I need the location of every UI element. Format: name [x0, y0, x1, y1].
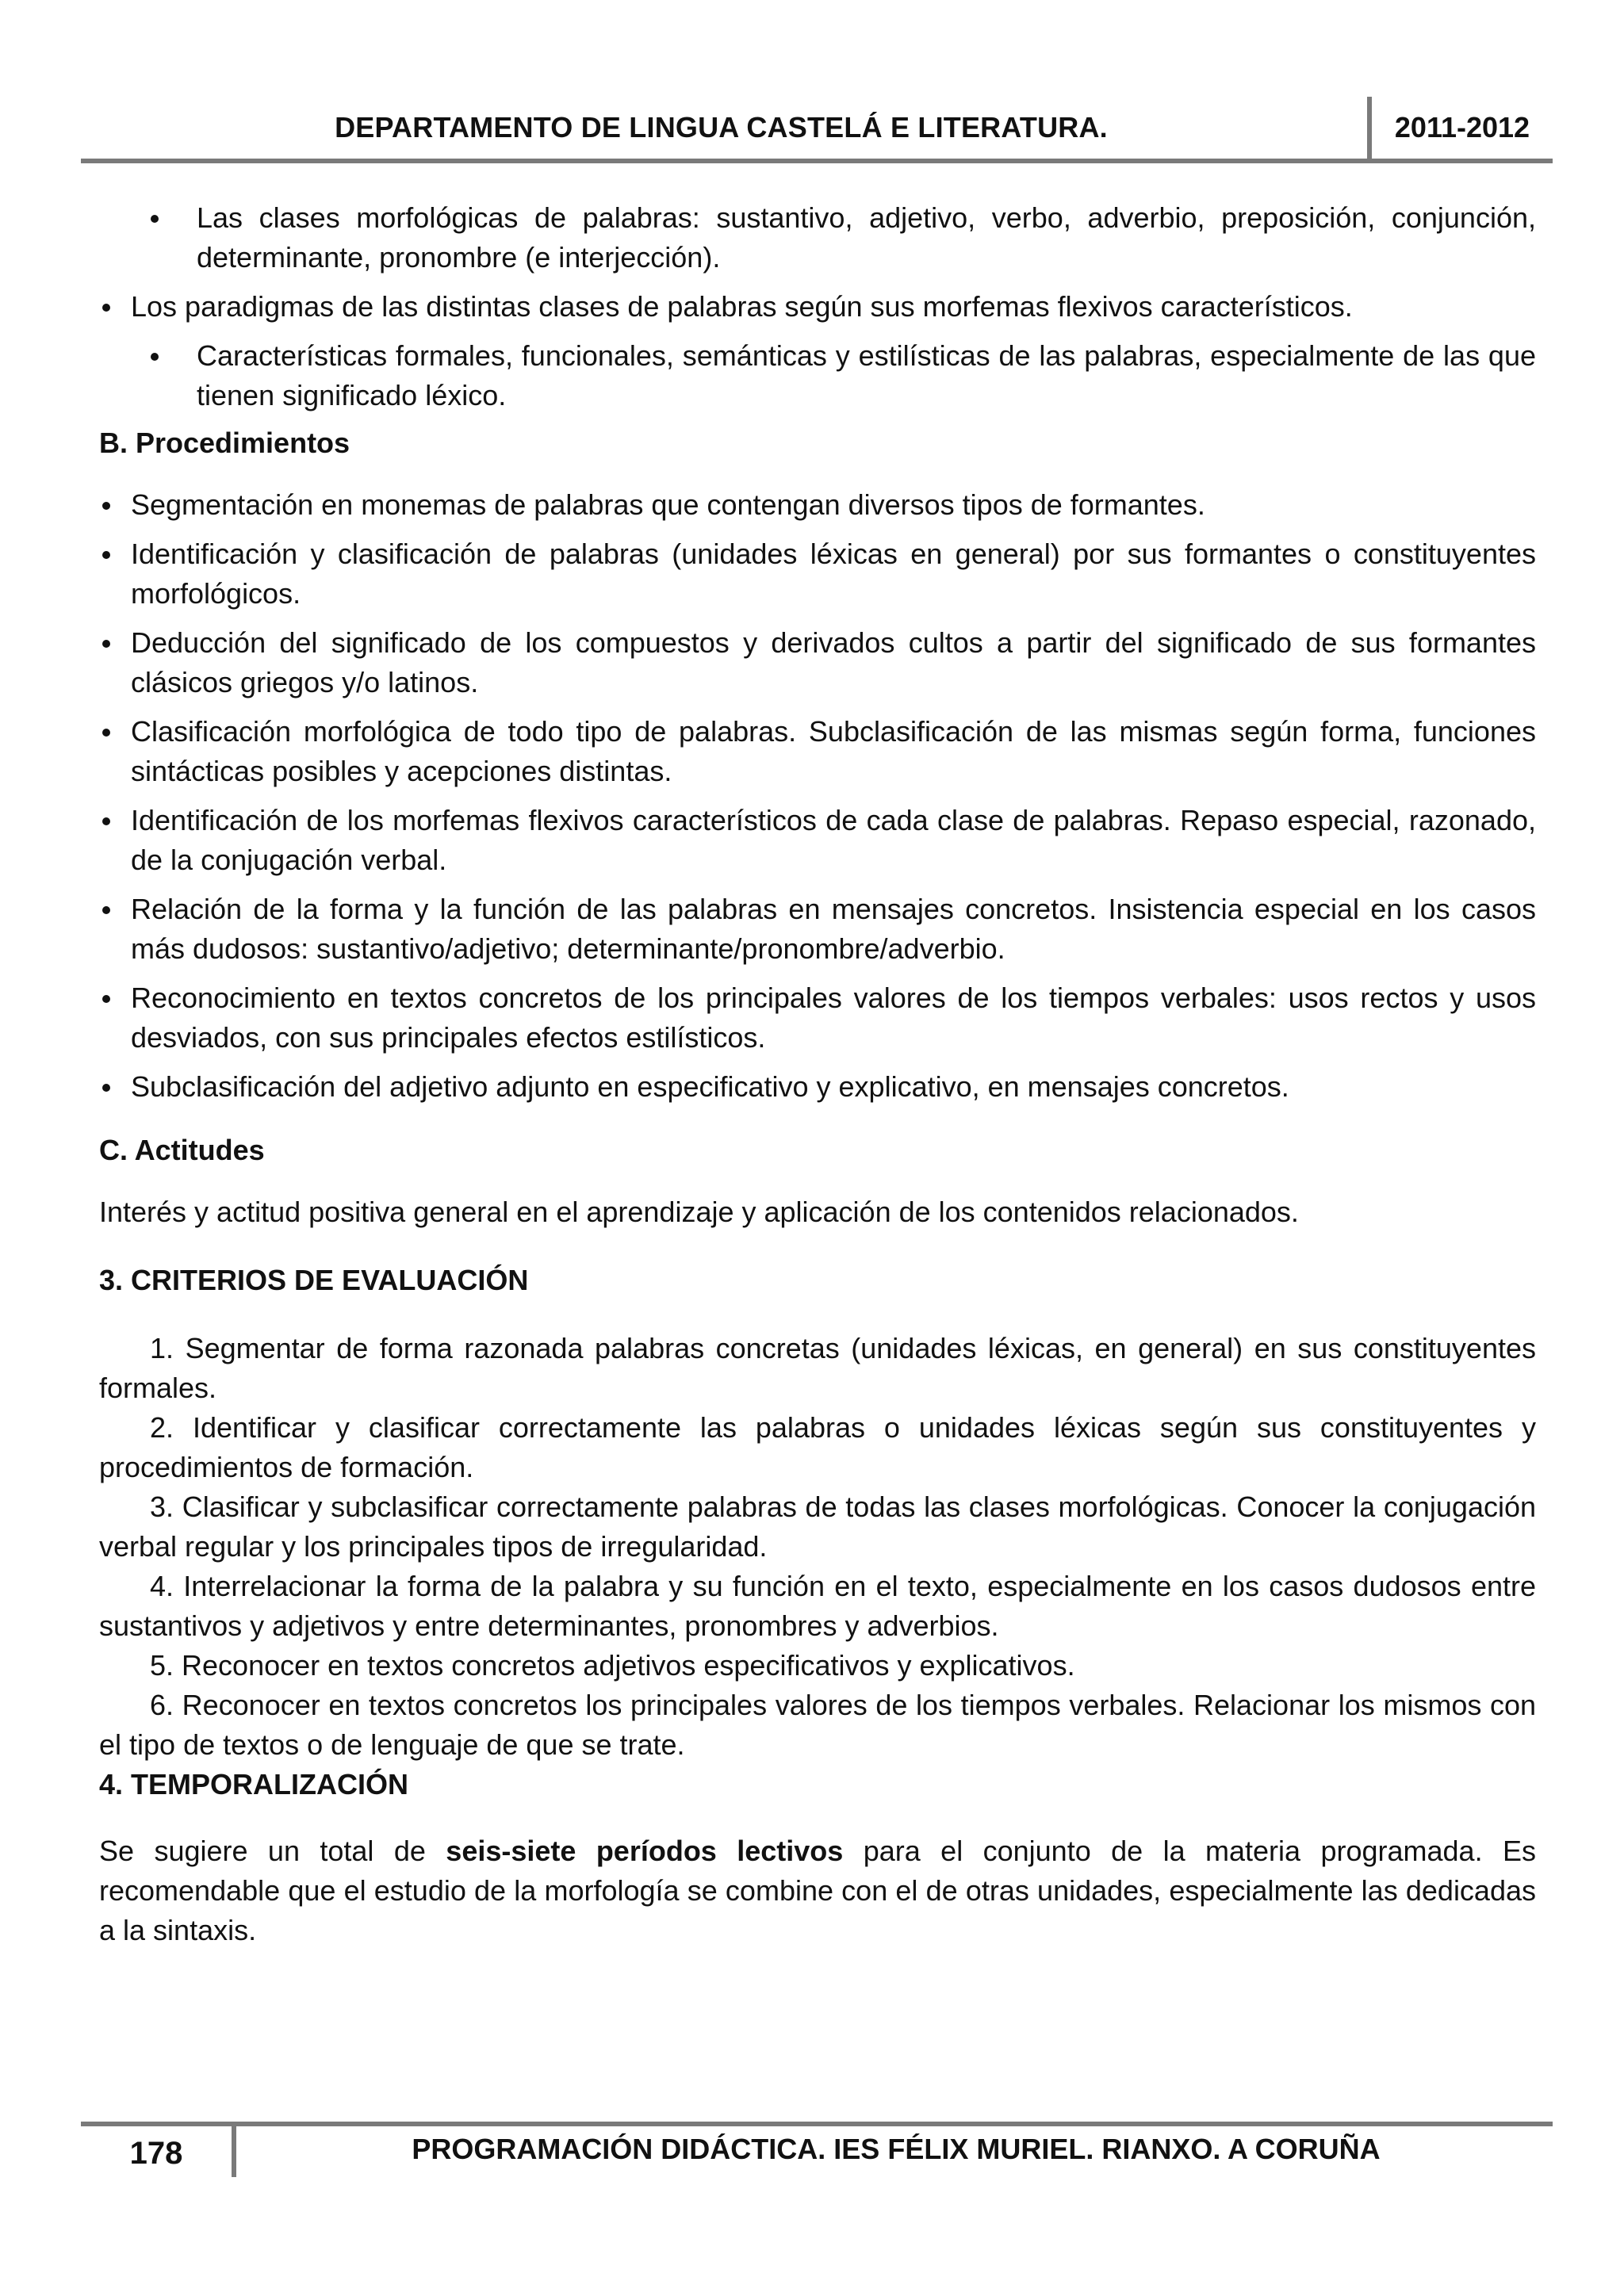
- list-item: Los paradigmas de las distintas clases de palabras según sus morfemas flexivos característicos.: [99, 287, 1536, 327]
- list-item: Las clases morfológicas de palabras: sustantivo, adjetivo, verbo, adverbio, preposición, conjunción, determinante, pronombre (e interjección).: [99, 198, 1536, 277]
- temporalizacion-text-start: Se sugiere un total de: [99, 1835, 446, 1867]
- list-item: Clasificación morfológica de todo tipo de palabras. Subclasificación de las mismas según forma, funciones sintácticas posibles y acepciones distintas.: [99, 712, 1536, 791]
- criterion-item: 6. Reconocer en textos concretos los principales valores de los tiempos verbales. Relacionar los mismos con el tipo de textos o de lenguaje de que se trate.: [99, 1689, 1536, 1761]
- temporalizacion-highlight: seis-siete períodos lectivos: [446, 1835, 844, 1867]
- list-item: Subclasificación del adjetivo adjunto en especificativo y explicativo, en mensajes concretos.: [99, 1067, 1536, 1107]
- page-footer: [81, 2122, 1553, 2193]
- footer-divider: [232, 2122, 236, 2177]
- footer-rule: [81, 2122, 1553, 2126]
- temporalizacion-text-end: para el conjunto de la materia programada. Es recomendable que el estudio de la morfología se combine con el de otras unidades, especialmente las dedicadas a la sintaxis.: [99, 1835, 1536, 1946]
- actitudes-text: Interés y actitud positiva general en el aprendizaje y aplicación de los contenidos relacionados.: [99, 1196, 1299, 1228]
- section-heading-procedimientos: B. Procedimientos: [99, 427, 350, 459]
- section-heading-temporalizacion: 4. TEMPORALIZACIÓN: [99, 1768, 409, 1800]
- header-department: DEPARTAMENTO DE LINGUA CASTELÁ E LITERATURA.: [335, 111, 1108, 144]
- criterion-item: 3. Clasificar y subclasificar correctamente palabras de todas las clases morfológicas. Conocer la conjugación verbal regular y los principales tipos de irregularidad.: [99, 1490, 1536, 1563]
- list-item: Reconocimiento en textos concretos de los principales valores de los tiempos verbales: usos rectos y usos desviados, con sus principales efectos estilísticos.: [99, 978, 1536, 1058]
- list-item: Relación de la forma y la función de las palabras en mensajes concretos. Insistencia especial en los casos más dudosos: sustantivo/adjetivo; determinante/pronombre/adverbio.: [99, 890, 1536, 969]
- section-heading-actitudes: C. Actitudes: [99, 1134, 265, 1166]
- section-heading-criterios: 3. CRITERIOS DE EVALUACIÓN: [99, 1264, 529, 1296]
- temporalizacion-text: [99, 1831, 1536, 1950]
- list-item: Identificación de los morfemas flexivos característicos de cada clase de palabras. Repaso especial, razonado, de la conjugación verbal.: [99, 801, 1536, 880]
- footer-title: PROGRAMACIÓN DIDÁCTICA. IES FÉLIX MURIEL. RIANXO. A CORUÑA: [412, 2133, 1381, 2165]
- list-item: Identificación y clasificación de palabras (unidades léxicas en general) por sus formantes o constituyentes morfológicos.: [99, 534, 1536, 614]
- list-item: Características formales, funcionales, semánticas y estilísticas de las palabras, especialmente de las que tienen significado léxico.: [99, 336, 1536, 415]
- list-item: Segmentación en monemas de palabras que contengan diversos tipos de formantes.: [99, 485, 1536, 525]
- criterion-item: 2. Identificar y clasificar correctamente las palabras o unidades léxicas según sus constituyentes y procedimientos de formación.: [99, 1411, 1536, 1483]
- header-rule: [81, 159, 1553, 163]
- page-content: [99, 198, 1536, 1950]
- page-header: [81, 97, 1553, 160]
- criterion-item: 5. Reconocer en textos concretos adjetivos especificativos y explicativos.: [150, 1649, 1075, 1682]
- page-number: 178: [129, 2136, 183, 2171]
- criterion-item: 1. Segmentar de forma razonada palabras concretas (unidades léxicas, en general) en sus constituyentes formales.: [99, 1332, 1536, 1404]
- criterion-item: 4. Interrelacionar la forma de la palabra y su función en el texto, especialmente en los casos dudosos entre sustantivos y adjetivos y entre determinantes, pronombres y adverbios.: [99, 1570, 1536, 1642]
- header-year: 2011-2012: [1394, 111, 1530, 144]
- list-item: Deducción del significado de los compuestos y derivados cultos a partir del significado de sus formantes clásicos griegos y/o latinos.: [99, 623, 1536, 702]
